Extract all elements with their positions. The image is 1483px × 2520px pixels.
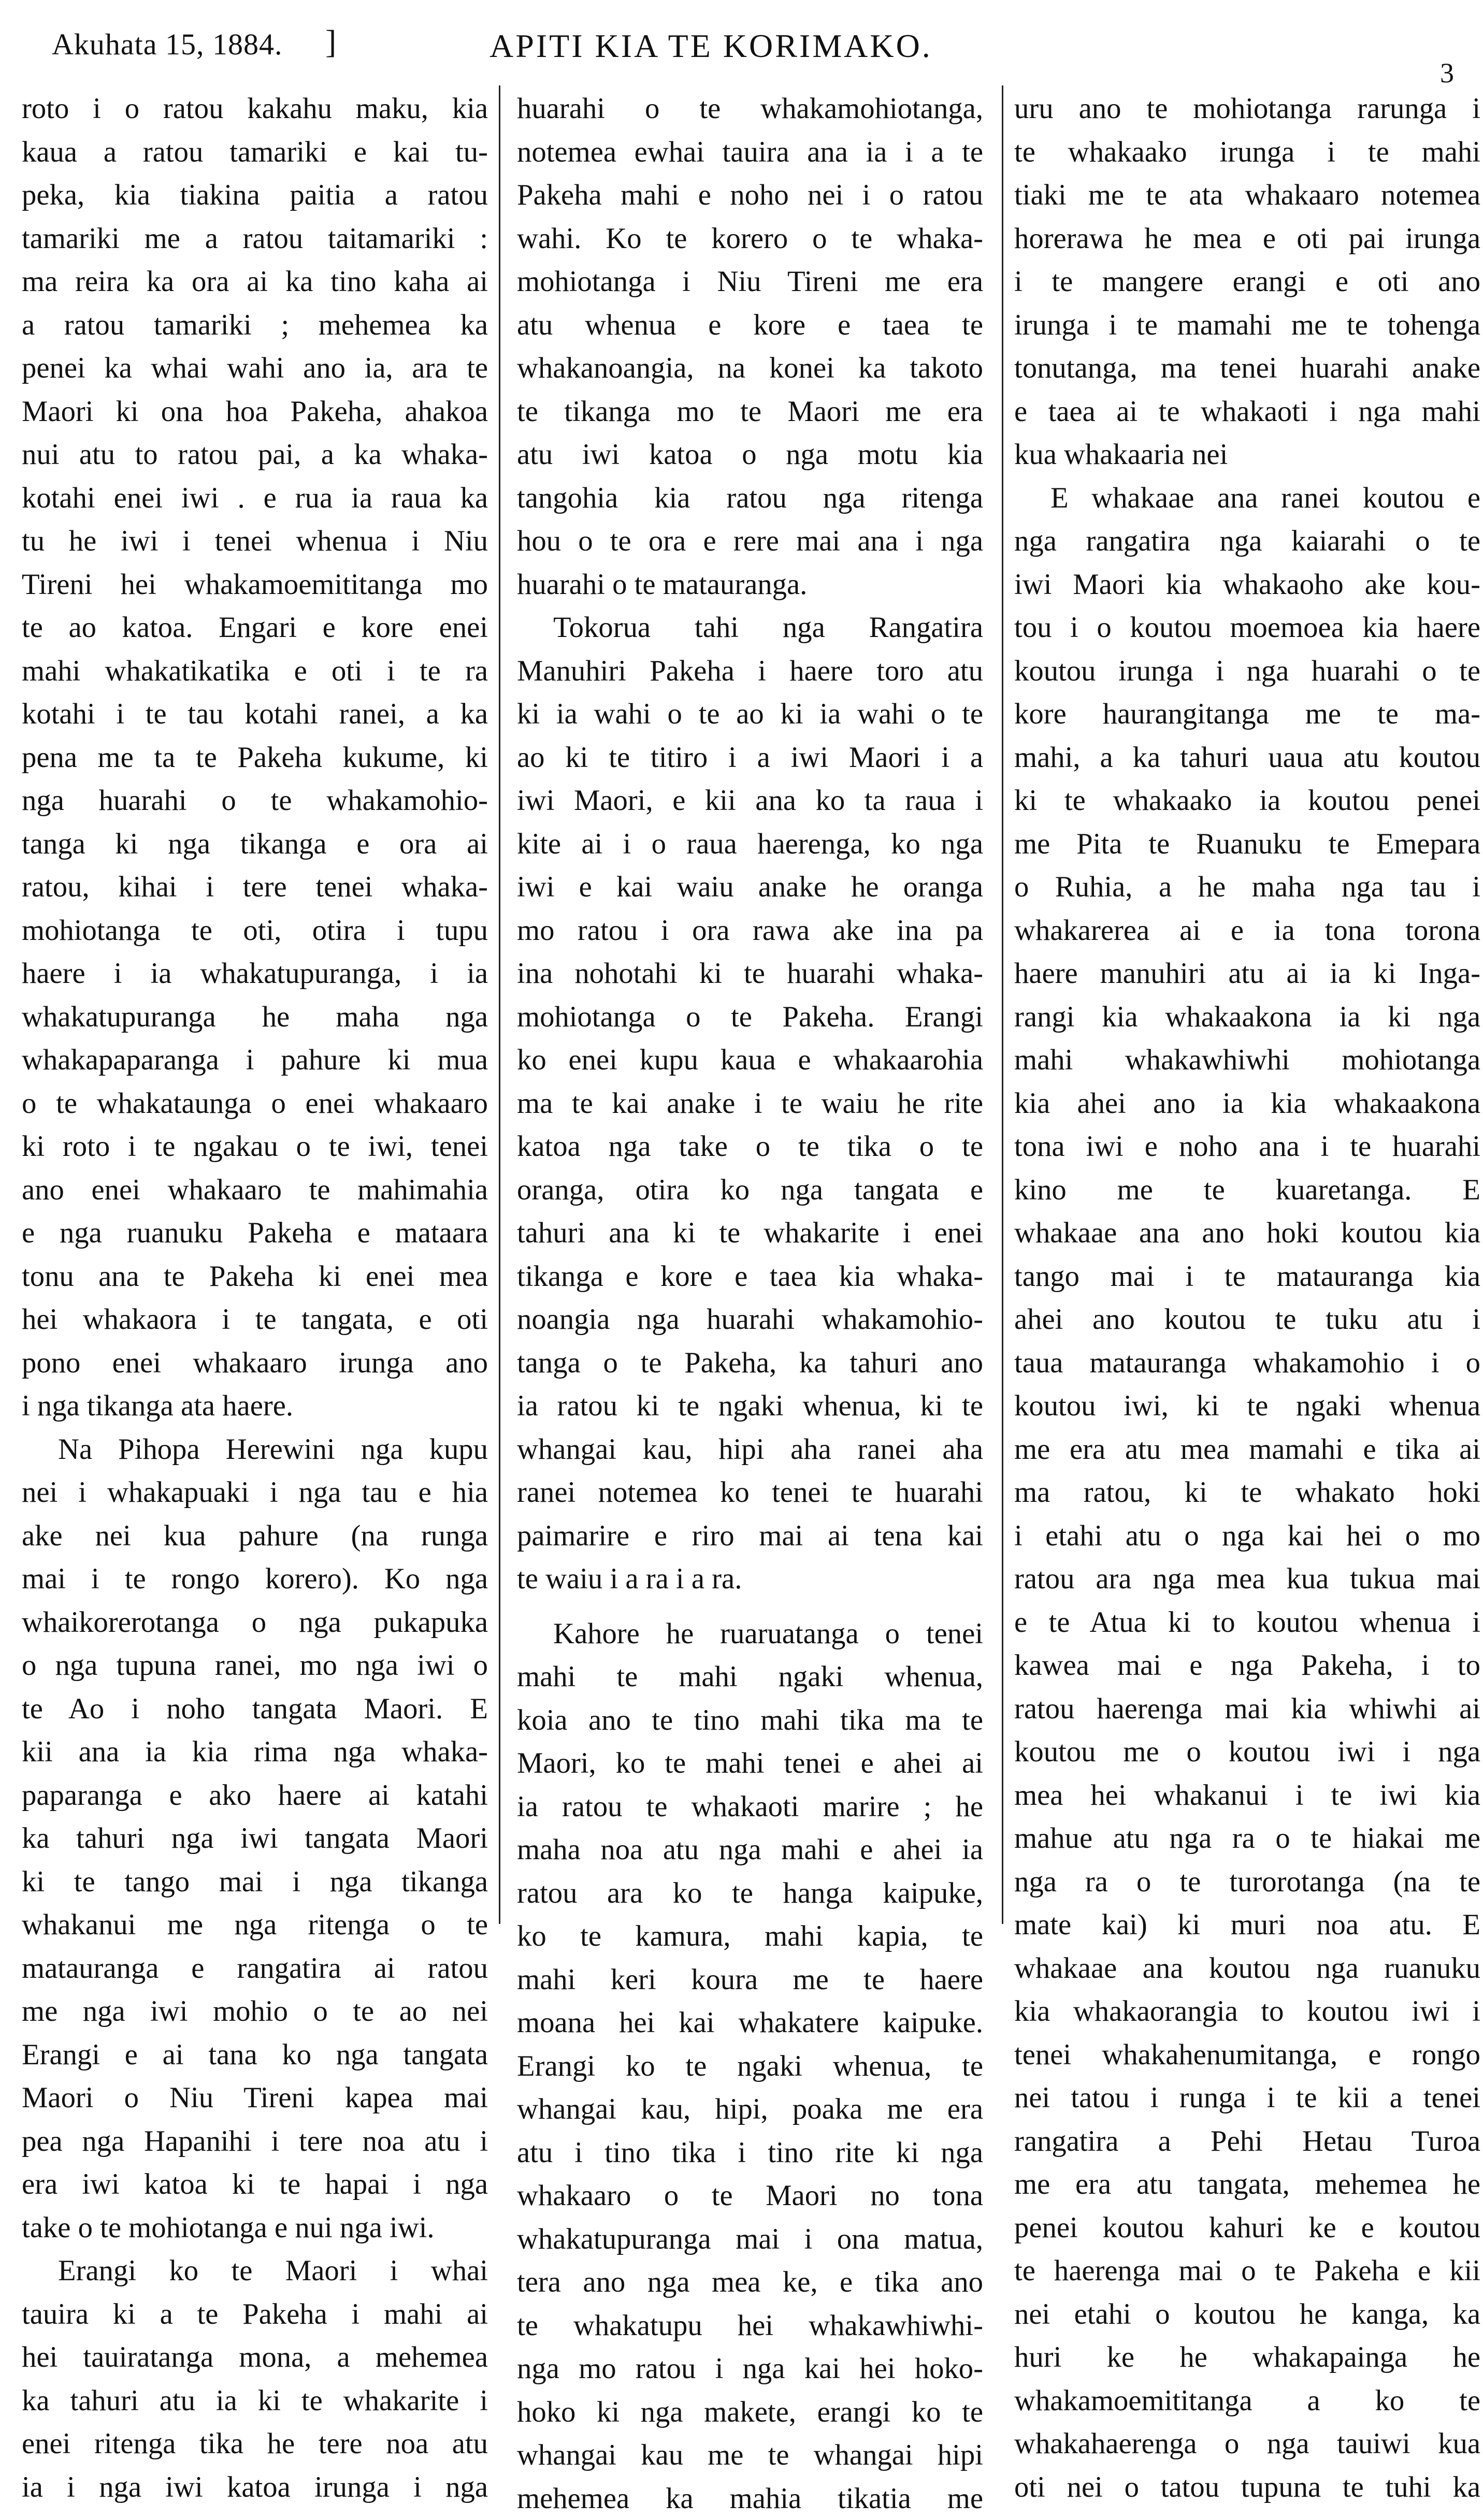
text-line: tu he iwi i tenei whenua i Niu [22,519,488,563]
text-line: nga mo ratou i nga kai hei hoko- [517,2347,983,2391]
text-line: katoa nga take o te tika o te [517,1125,983,1168]
text-line: whangai kau me te whangai hipi [517,2434,983,2477]
text-line: Na Pihopa Herewini nga kupu [22,1428,488,1471]
text-line: ko te kamura, mahi kapia, te [517,1915,983,1958]
text-line: mohiotanga i Niu Tireni me era [517,260,983,303]
text-line: mahue atu nga ra o te hiakai me [1014,1817,1480,1860]
text-line: penei ka whai wahi ano ia, ara te [22,346,488,390]
text-line: ma ratou, ki te whakato hoki [1014,1471,1480,1514]
text-line: nga rangatira nga kaiarahi o te [1014,519,1480,563]
text-line: te Ao i noho tangata Maori. E [22,1687,488,1731]
text-line: wahi. Ko te korero o te whaka- [517,217,983,260]
text-column-3 [1014,87,1480,2509]
page-number: 3 [1440,57,1454,89]
text-line: Tireni hei whakamoemititanga mo [22,563,488,606]
text-line: kore haurangitanga me te ma- [1014,692,1480,736]
text-line: huarahi o te whakamohiotanga, [517,87,983,131]
text-line: ia i nga iwi katoa irunga i nga [22,2466,488,2509]
text-line: nui atu to ratou pai, a ka whaka- [22,433,488,476]
text-line: iwi Maori kia whakaoho ake kou- [1014,563,1480,606]
text-line: o Ruhia, a he maha nga tau i [1014,865,1480,909]
text-line: huarahi o te matauranga. [517,563,983,606]
text-line: kino me te kuaretanga. E [1014,1168,1480,1212]
text-line: ka tahuri atu ia ki te whakarite i [22,2379,488,2423]
text-line: kawea mai e nga Pakeha, i to [1014,1644,1480,1687]
text-line: Pakeha mahi e noho nei i o ratou [517,173,983,217]
text-line: koutou iwi, ki te ngaki whenua [1014,1384,1480,1428]
text-line: notemea ewhai tauira ana ia i a te [517,131,983,174]
text-line: whakaae ana koutou nga ruanuku [1014,1947,1480,1990]
text-line: koutou irunga i nga huarahi o te [1014,649,1480,693]
text-line: te ao katoa. Engari e kore enei [22,606,488,649]
header-bracket: ] [325,23,336,61]
text-line: ina nohotahi ki te huarahi whaka- [517,952,983,995]
text-line: ahei ano koutou te tuku atu i [1014,1298,1480,1341]
text-line: mahi whakawhiwhi mohiotanga [1014,1038,1480,1082]
text-line: tonu ana te Pakeha ki enei mea [22,1255,488,1298]
text-line: peka, kia tiakina paitia a ratou [22,173,488,217]
text-line: Erangi ko te Maori i whai [22,2249,488,2293]
text-line: ki te tango mai i nga tikanga [22,1860,488,1904]
text-line: whakamoemititanga a ko te [1014,2379,1480,2423]
text-line: mahi whakatikatika e oti i te ra [22,649,488,693]
text-line: tou i o koutou moemoea kia haere [1014,606,1480,649]
text-line: mohiotanga o te Pakeha. Erangi [517,995,983,1039]
text-line: tamariki me a ratou taitamariki : [22,217,488,260]
text-line: mea hei whakanui i te iwi kia [1014,1774,1480,1817]
text-line: e taea ai te whakaoti i nga mahi [1014,390,1480,433]
text-line: atu iwi katoa o nga motu kia [517,433,983,476]
text-line: me era atu mea mamahi e tika ai [1014,1428,1480,1471]
text-line: hei whakaora i te tangata, e oti [22,1298,488,1341]
text-line: taua matauranga whakamohio i o [1014,1341,1480,1385]
text-line: te whakaako irunga i te mahi [1014,131,1480,174]
text-line: i te mangere erangi e oti ano [1014,260,1480,303]
text-line: whakarerea ai e ia tona torona [1014,909,1480,952]
text-line: e nga ruanuku Pakeha e mataara [22,1211,488,1255]
text-line: ka tahuri nga iwi tangata Maori [22,1817,488,1860]
text-line: tango mai i te matauranga kia [1014,1255,1480,1298]
text-line: koia ano te tino mahi tika ma te [517,1699,983,1742]
text-line: nei i whakapuaki i nga tau e hia [22,1471,488,1514]
text-line: horerawa he mea e oti pai irunga [1014,217,1480,260]
text-line: te haerenga mai o te Pakeha e kii [1014,2249,1480,2293]
text-line: whakahaerenga o nga tauiwi kua [1014,2422,1480,2466]
text-line: nga huarahi o te whakamohio- [22,779,488,822]
text-line: atu whenua e kore e taea te [517,303,983,347]
text-line: ia ratou ki te ngaki whenua, ki te [517,1384,983,1428]
text-line: tanga ki nga tikanga e ora ai [22,822,488,866]
text-line: tiaki me te ata whakaaro notemea [1014,173,1480,217]
text-line: kotahi enei iwi . e rua ia raua ka [22,476,488,520]
text-line: ano enei whakaaro te mahimahia [22,1168,488,1212]
text-line: me Pita te Ruanuku te Emepara [1014,822,1480,866]
text-line: huri ke he whakapainga he [1014,2336,1480,2379]
text-line: mahi keri koura me te haere [517,1958,983,2002]
text-line: rangi kia whakaakona ia ki nga [1014,995,1480,1039]
text-line: kia ahei ano ia kia whakaakona [1014,1082,1480,1125]
text-line: tauira ki a te Pakeha i mahi ai [22,2293,488,2336]
text-line: tenei whakahenumitanga, e rongo [1014,2033,1480,2077]
text-line: tikanga e kore e taea kia whaka- [517,1255,983,1298]
text-line: whakaaro o te Maori no tona [517,2174,983,2218]
text-line: whakanui me nga ritenga o te [22,1903,488,1947]
text-line: haere i ia whakatupuranga, i ia [22,952,488,995]
text-line: i nga tikanga ata haere. [22,1384,488,1428]
newspaper-title: APITI KIA TE KORIMAKO. [489,27,932,65]
text-line: uru ano te mohiotanga rarunga i [1014,87,1480,131]
text-line: maha noa atu nga mahi e ahei ia [517,1828,983,1872]
text-line: pono enei whakaaro irunga ano [22,1341,488,1385]
text-line: ko enei kupu kaua e whakaarohia [517,1038,983,1082]
text-line: Maori ki ona hoa Pakeha, ahakoa [22,390,488,433]
text-line: mai i te rongo korero). Ko nga [22,1557,488,1601]
text-line: o te whakataunga o enei whakaaro [22,1082,488,1125]
text-line: ranei notemea ko tenei te huarahi [517,1471,983,1514]
text-line: paparanga e ako haere ai katahi [22,1774,488,1817]
text-line: ki ia wahi o te ao ki ia wahi o te [517,692,983,736]
text-line: atu i tino tika i tino rite ki nga [517,2131,983,2175]
text-line: whakatupuranga mai i ona matua, [517,2218,983,2261]
text-line: oranga, otira ko nga tangata e [517,1168,983,1212]
text-line: te whakatupu hei whakawhiwhi- [517,2304,983,2348]
text-line: e te Atua ki to koutou whenua i [1014,1601,1480,1644]
text-column-1 [22,87,488,2509]
text-line: whangai kau, hipi aha ranei aha [517,1428,983,1471]
text-line: ki roto i te ngakau o te iwi, tenei [22,1125,488,1168]
text-line: ratou ara nga mea kua tukua mai [1014,1557,1480,1601]
text-line: era iwi katoa ki te hapai i nga [22,2163,488,2206]
text-column-2 [517,87,983,2520]
text-line: kaua a ratou tamariki e kai tu- [22,131,488,174]
text-line: me nga iwi mohio o te ao nei [22,1990,488,2033]
text-line: whakatupuranga he maha nga [22,995,488,1039]
text-line: me era atu tangata, mehemea he [1014,2163,1480,2206]
text-line: tonutanga, ma tenei huarahi anake [1014,346,1480,390]
text-line: tangohia kia ratou nga ritenga [517,476,983,520]
page-header [0,0,1483,88]
text-line: mahi te mahi ngaki whenua, [517,1655,983,1699]
text-line: kii ana ia kia rima nga whaka- [22,1730,488,1774]
text-line: irunga i te mamahi me te tohenga [1014,303,1480,347]
text-line: nei tatou i runga i te kii a tenei [1014,2076,1480,2120]
text-line: ratou haerenga mai kia whiwhi ai [1014,1687,1480,1731]
text-line: whangai kau, hipi, poaka me era [517,2088,983,2131]
text-line: hei tauiratanga mona, a mehemea [22,2336,488,2379]
text-line: pena me ta te Pakeha kukume, ki [22,736,488,779]
text-line: Maori, ko te mahi tenei e ahei ai [517,1742,983,1785]
text-line: ake nei kua pahure (na runga [22,1514,488,1558]
text-line: a ratou tamariki ; mehemea ka [22,303,488,347]
text-line: mehemea ka mahia tikatia me [517,2477,983,2520]
text-line: iwi e kai waiu anake he oranga [517,865,983,909]
text-line: take o te mohiotanga e nui nga iwi. [22,2206,488,2250]
text-line: tanga o te Pakeha, ka tahuri ano [517,1341,983,1385]
text-line: mate kai) ki muri noa atu. E [1014,1903,1480,1947]
text-line: ma reira ka ora ai ka tino kaha ai [22,260,488,303]
text-line: kia whakaorangia to koutou iwi i [1014,1990,1480,2033]
text-line: whakanoangia, na konei ka takoto [517,346,983,390]
text-line: nga ra o te turorotanga (na te [1014,1860,1480,1904]
text-line: nei etahi o koutou he kanga, ka [1014,2293,1480,2336]
column-rule [499,85,500,1924]
text-line: o nga tupuna ranei, mo nga iwi o [22,1644,488,1687]
text-line: Kahore he ruaruatanga o tenei [517,1612,983,1656]
text-line: paimarire e riro mai ai tena kai [517,1514,983,1558]
text-line: ki te whakaako ia koutou penei [1014,779,1480,822]
text-line: i etahi atu o nga kai hei o mo [1014,1514,1480,1558]
text-line: mo ratou i ora rawa ake ina pa [517,909,983,952]
text-line: hoko ki nga makete, erangi ko te [517,2391,983,2434]
text-line: Erangi e ai tana ko nga tangata [22,2033,488,2077]
text-line: enei ritenga tika he tere noa atu [22,2422,488,2466]
text-line: ia ratou te whakaoti marire ; he [517,1785,983,1829]
text-line: koutou me o koutou iwi i nga [1014,1730,1480,1774]
text-line: mohiotanga te oti, otira i tupu [22,909,488,952]
issue-date: Akuhata 15, 1884. [52,27,283,62]
text-line: oti nei o tatou tupuna te tuhi ka [1014,2466,1480,2509]
text-line: E whakaae ana ranei koutou e [1014,476,1480,520]
text-line: kite ai i o raua haerenga, ko nga [517,822,983,866]
text-line: ratou, kihai i tere tenei whaka- [22,865,488,909]
text-line: kua whakaaria nei [1014,433,1480,476]
text-line: penei koutou kahuri ke e koutou [1014,2206,1480,2250]
text-line: kotahi i te tau kotahi ranei, a ka [22,692,488,736]
text-line: hou o te ora e rere mai ana i nga [517,519,983,563]
text-line: Erangi ko te ngaki whenua, te [517,2045,983,2088]
text-line: te tikanga mo te Maori me era [517,390,983,433]
text-line: ratou ara ko te hanga kaipuke, [517,1872,983,1915]
text-line: ao ki te titiro i a iwi Maori i a [517,736,983,779]
text-line: whaikorerotanga o nga pukapuka [22,1601,488,1644]
text-line: te waiu i a ra i a ra. [517,1557,983,1601]
text-line: rangatira a Pehi Hetau Turoa [1014,2120,1480,2163]
text-line: Manuhiri Pakeha i haere toro atu [517,649,983,693]
text-line: pea nga Hapanihi i tere noa atu i [22,2120,488,2163]
text-line: iwi Maori, e kii ana ko ta raua i [517,779,983,822]
text-line: matauranga e rangatira ai ratou [22,1947,488,1990]
text-line: whakapaparanga i pahure ki mua [22,1038,488,1082]
text-line: roto i o ratou kakahu maku, kia [22,87,488,131]
text-line: moana hei kai whakatere kaipuke. [517,2001,983,2045]
text-line: tahuri ana ki te whakarite i enei [517,1211,983,1255]
text-line: Tokorua tahi nga Rangatira [517,606,983,649]
text-line: tona iwi e noho ana i te huarahi [1014,1125,1480,1168]
text-line: whakaae ana ano hoki koutou kia [1014,1211,1480,1255]
column-rule [1002,85,1003,1924]
text-line: noangia nga huarahi whakamohio- [517,1298,983,1341]
text-line: ma te kai anake i te waiu he rite [517,1082,983,1125]
text-line: mahi, a ka tahuri uaua atu koutou [1014,736,1480,779]
text-line: Maori o Niu Tireni kapea mai [22,2076,488,2120]
text-line: tera ano nga mea ke, e tika ano [517,2261,983,2304]
text-line: haere manuhiri atu ai ia ki Inga- [1014,952,1480,995]
